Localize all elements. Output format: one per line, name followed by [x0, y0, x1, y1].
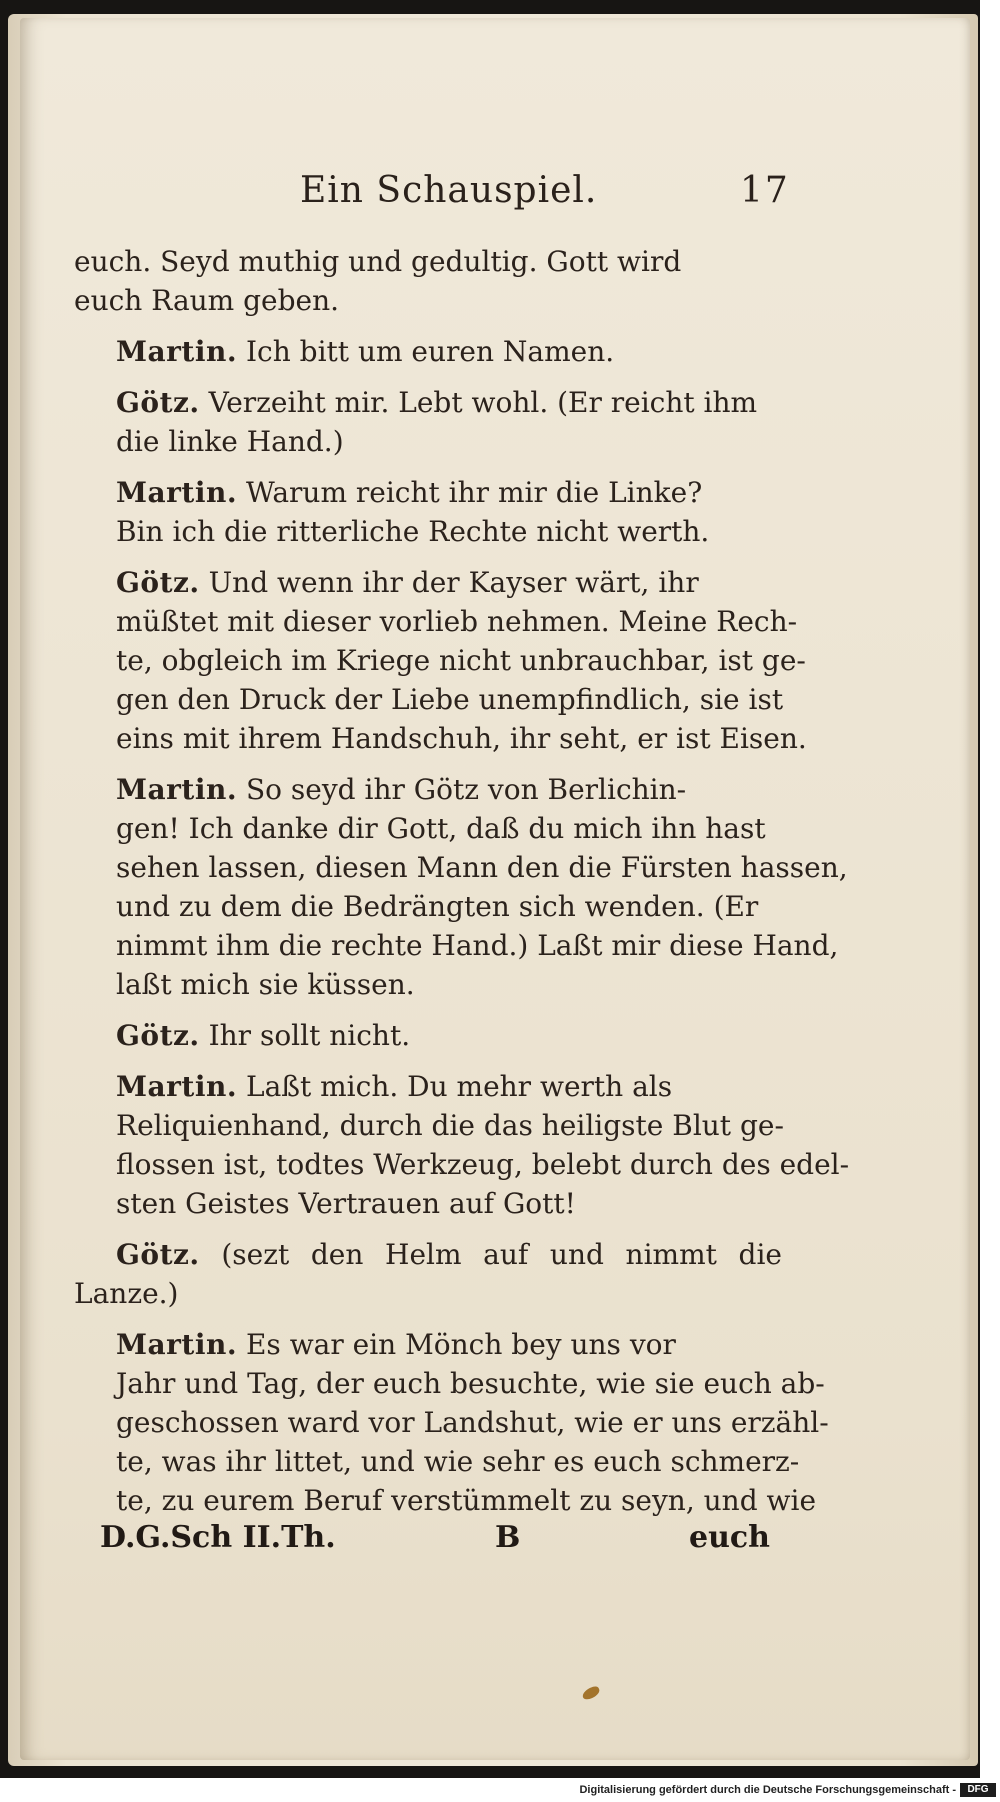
speaker-name: Martin.: [116, 476, 238, 509]
printer-signature: D.G.Sch II.Th.: [100, 1520, 336, 1555]
text-line: Bin ich die ritterliche Rechte nicht werth.: [116, 515, 710, 548]
speech-goetz: [74, 383, 782, 461]
speech-martin: [74, 1067, 850, 1223]
dfg-logo-icon: DFG: [960, 1783, 996, 1797]
speech-goetz: [74, 563, 807, 758]
text-line: sten Geistes Vertrauen auf Gott!: [116, 1187, 576, 1220]
text-line: te, was ihr littet, und wie sehr es euch schmerz-: [116, 1445, 800, 1478]
running-title: Ein Schauspiel.: [300, 170, 598, 211]
speaker-name: Martin.: [116, 1328, 238, 1361]
page-number: 17: [740, 170, 790, 211]
body-text: [74, 242, 850, 1532]
speech-text: Warum reicht ihr mir die Linke?: [245, 476, 703, 509]
speech-text: Laßt mich. Du mehr werth als: [245, 1070, 673, 1103]
speaker-name: Götz.: [116, 1019, 200, 1052]
text-line: te, obgleich im Kriege nicht unbrauchbar, ist ge-: [116, 644, 806, 677]
speaker-name: Götz.: [116, 386, 200, 419]
text-line: die linke Hand.): [116, 425, 344, 458]
speech-text: Es war ein Mönch bey uns vor: [245, 1328, 676, 1361]
text-line: und zu dem die Bedrängten sich wenden. (Er: [116, 890, 759, 923]
text-line: nimmt ihm die rechte Hand.) Laßt mir diese Hand,: [116, 929, 839, 962]
page-footer: [100, 1520, 770, 1560]
sheet-letter: B: [495, 1520, 521, 1555]
speech-martin: [74, 332, 782, 371]
speech-text: Ich bitt um euren Namen.: [245, 335, 615, 368]
text-line: müßtet mit dieser vorlieb nehmen. Meine Rech-: [116, 605, 798, 638]
text-line: eins mit ihrem Handschuh, ihr seht, er ist Eisen.: [116, 722, 807, 755]
speech-text: So seyd ihr Götz von Berlichin-: [245, 773, 687, 806]
text-line: gen den Druck der Liebe unempfindlich, sie ist: [116, 683, 784, 716]
page-header: [0, 170, 1000, 210]
stage-direction-goetz: [74, 1235, 782, 1313]
paragraph-continued: [74, 242, 782, 320]
text-line: euch Raum geben.: [74, 284, 340, 317]
speaker-name: Martin.: [116, 773, 238, 806]
digitization-credit: Digitalisierung gefördert durch die Deutsche Forschungsgemeinschaft -: [579, 1784, 956, 1796]
speech-text: Verzeiht mir. Lebt wohl. (Er reicht ihm: [208, 386, 758, 419]
speech-martin: [74, 770, 848, 1004]
speaker-name: Götz.: [116, 1238, 200, 1271]
speech-text: Ihr sollt nicht.: [208, 1019, 411, 1052]
text-line: flossen ist, todtes Werkzeug, belebt durch des edel-: [116, 1148, 850, 1181]
speech-text: (sezt den Helm auf und nimmt die Lanze.): [74, 1238, 782, 1310]
speaker-name: Götz.: [116, 566, 200, 599]
text-line: sehen lassen, diesen Mann den die Fürsten hassen,: [116, 851, 848, 884]
speech-text: Und wenn ihr der Kayser wärt, ihr: [208, 566, 699, 599]
text-line: gen! Ich danke dir Gott, daß du mich ihn hast: [116, 812, 766, 845]
text-line: Reliquienhand, durch die das heiligste Blut ge-: [116, 1109, 784, 1142]
catchword: euch: [689, 1520, 770, 1555]
text-line: Jahr und Tag, der euch besuchte, wie sie euch ab-: [116, 1367, 825, 1400]
speaker-name: Martin.: [116, 1070, 238, 1103]
speech-martin: [74, 473, 782, 551]
text-line: euch. Seyd muthig und gedultig. Gott wird: [74, 245, 682, 278]
speech-goetz: [74, 1016, 782, 1055]
text-line: geschossen ward vor Landshut, wie er uns erzähl-: [116, 1406, 829, 1439]
text-line: laßt mich sie küssen.: [116, 968, 415, 1001]
text-line: te, zu eurem Beruf verstümmelt zu seyn, und wie: [116, 1484, 817, 1517]
speaker-name: Martin.: [116, 335, 238, 368]
speech-martin: [74, 1325, 829, 1520]
